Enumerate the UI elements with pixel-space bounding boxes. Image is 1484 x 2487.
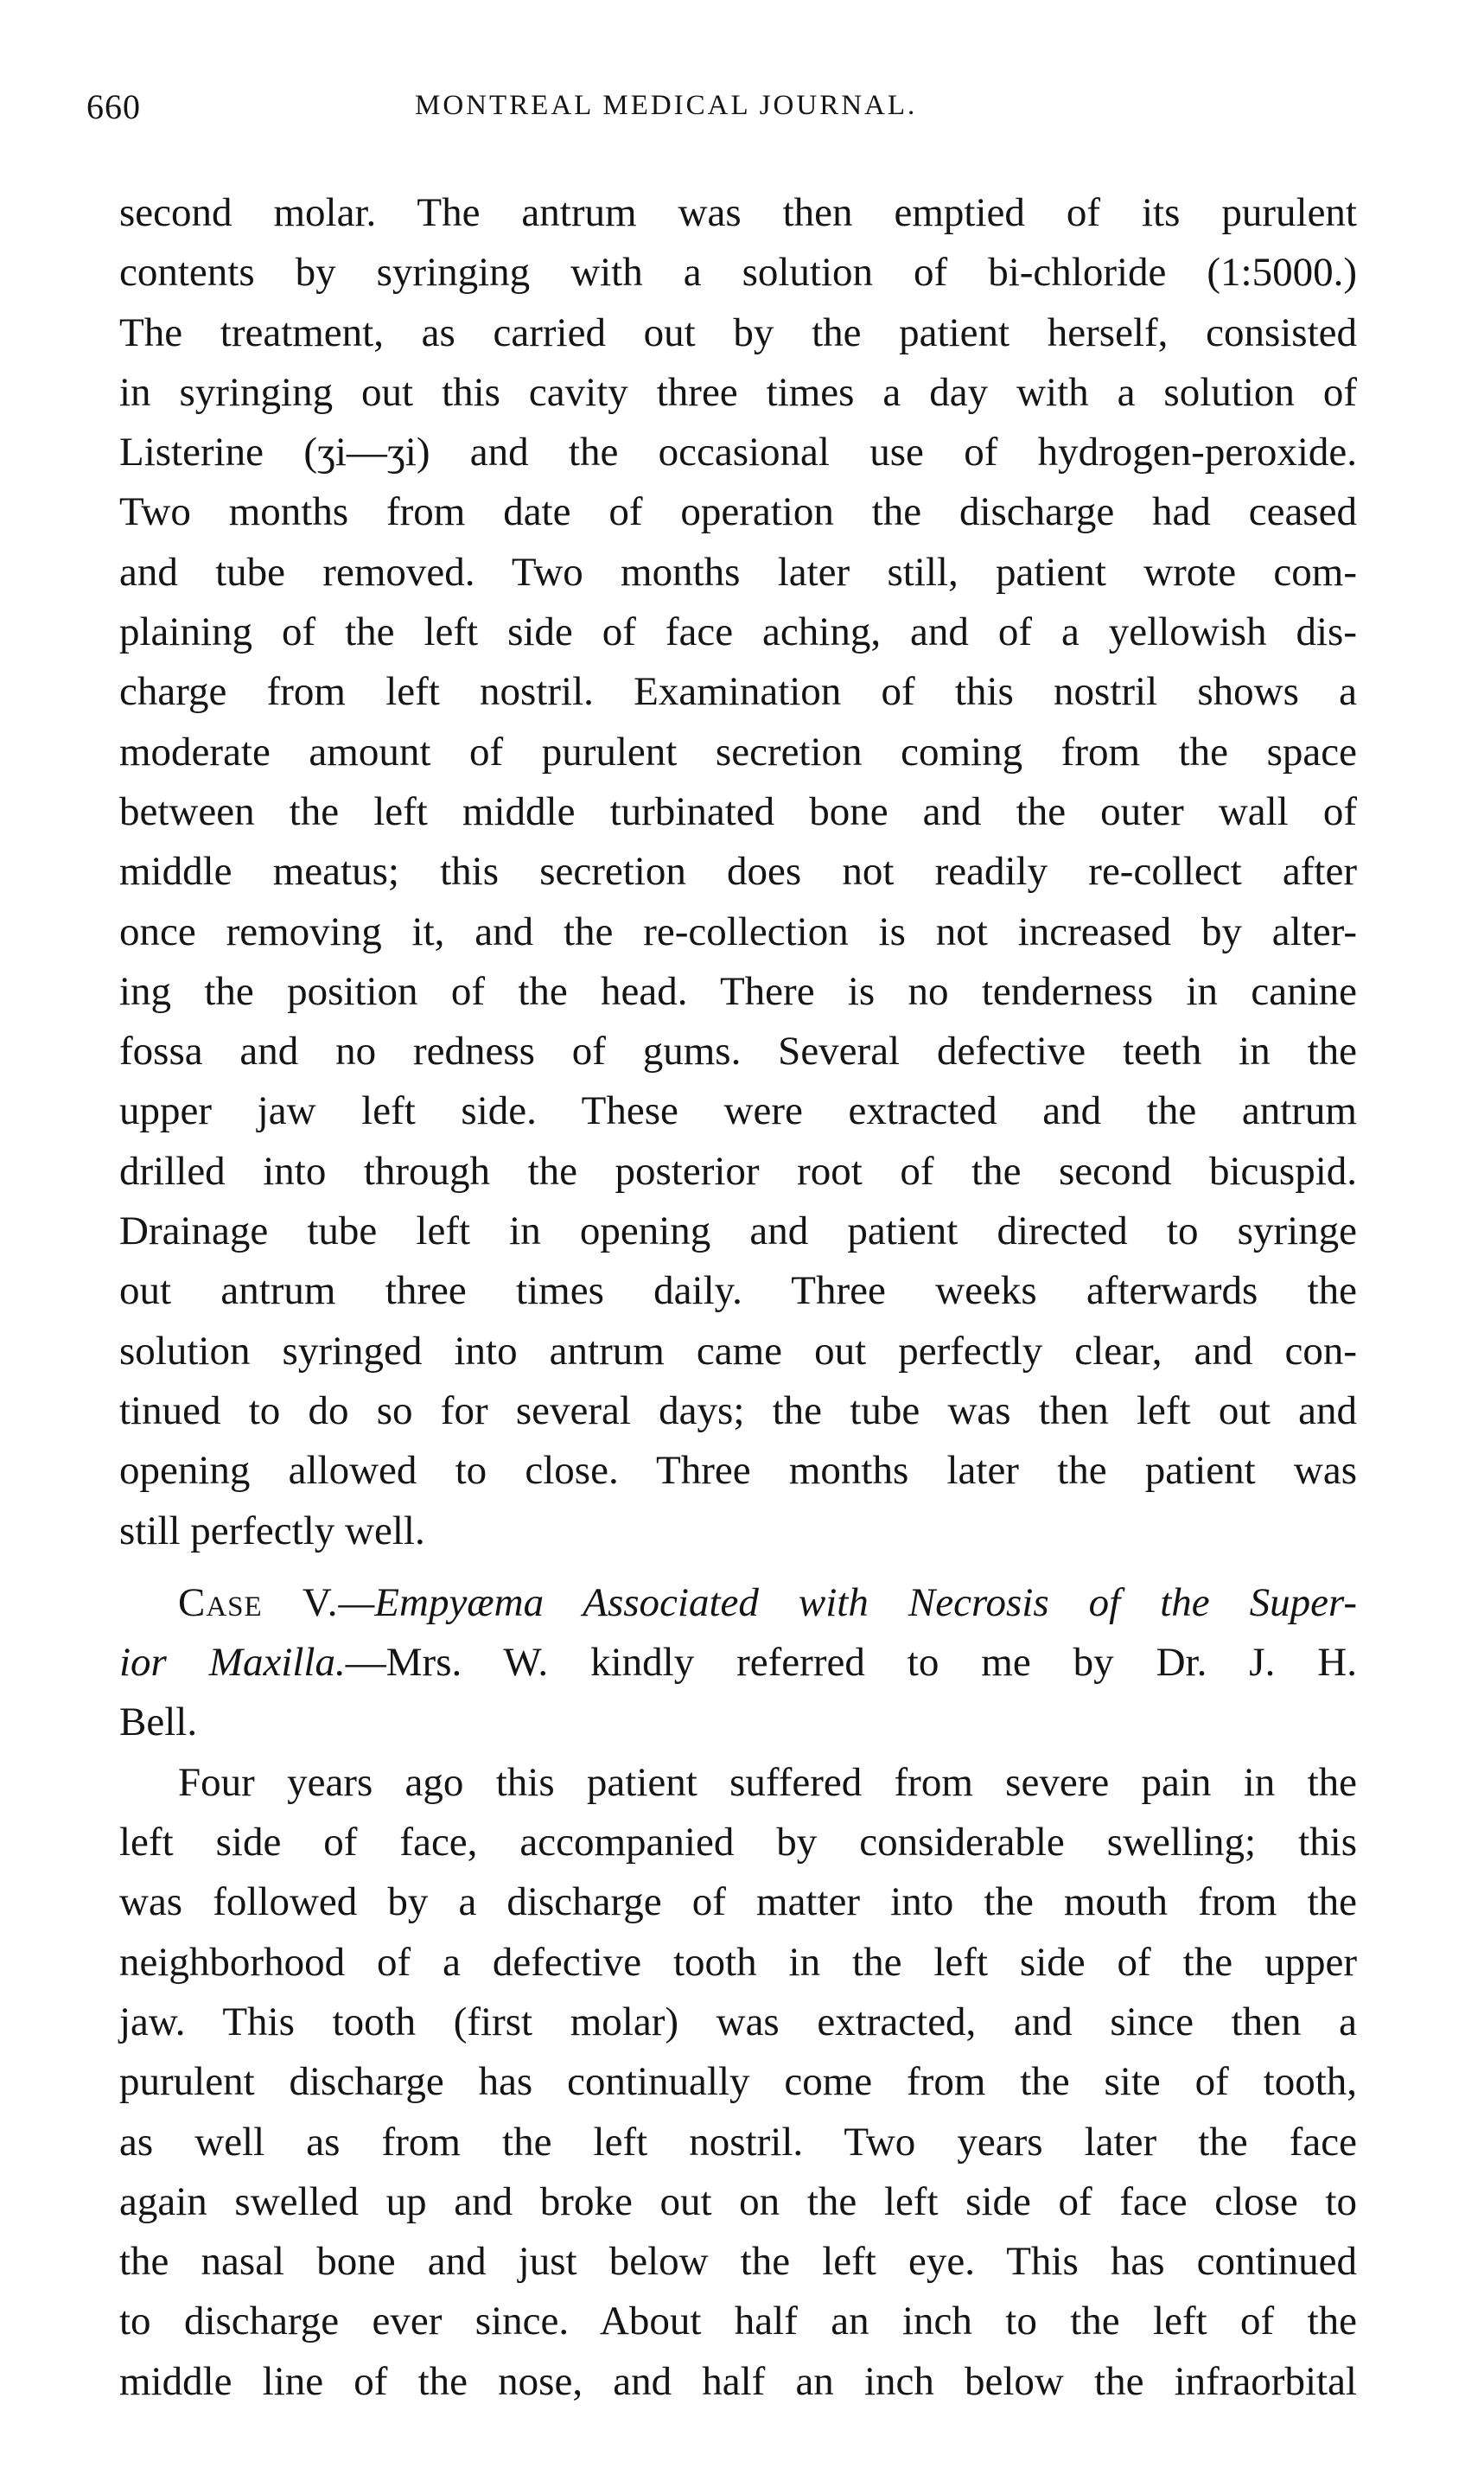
text-line: second molar. The antrum was then emptied of its purulent <box>119 190 1357 235</box>
paragraph-treatment <box>119 183 1357 1561</box>
text-line: Listerine (ʒi—ʒi) and the occasional use of hydrogen-peroxide. <box>119 430 1357 475</box>
body-text <box>119 183 1357 2412</box>
case-heading-line: Bell. <box>119 1699 198 1745</box>
case-heading-line <box>119 1633 1357 1693</box>
text-line: The treatment, as carried out by the patient herself, consisted <box>119 309 1357 355</box>
case-referral: —Mrs. W. kindly referred to me by Dr. J. H. <box>345 1640 1357 1686</box>
paragraph-history <box>119 1753 1357 2412</box>
text-line: tinued to do so for several days; the tube was then left out and <box>119 1387 1357 1433</box>
text-line: fossa and no redness of gums. Several defective teeth in the <box>119 1029 1357 1075</box>
text-line: opening allowed to close. Three months later the patient was <box>119 1448 1357 1494</box>
text-line: contents by syringing with a solution of bi-chloride (1:5000.) <box>119 250 1357 296</box>
text-line: ing the position of the head. There is no tenderness in canine <box>119 968 1357 1014</box>
text-line: between the left middle turbinated bone and the outer wall of <box>119 788 1357 834</box>
text-line: was followed by a discharge of matter into the mouth from the <box>119 1879 1357 1925</box>
case-heading-line <box>119 1573 1357 1633</box>
text-line: plaining of the left side of face aching, and of a yellowish dis- <box>119 609 1357 655</box>
text-line: as well as from the left nostril. Two years later the face <box>119 2119 1357 2165</box>
text-line: charge from left nostril. Examination of this nostril shows a <box>119 669 1357 715</box>
text-line: again swelled up and broke out on the left side of face close to <box>119 2178 1357 2224</box>
text-line: jaw. This tooth (first molar) was extracted, and since then a <box>119 1999 1357 2044</box>
text-line: middle line of the nose, and half an inch below the infraorbital <box>119 2358 1357 2404</box>
case-title: —Empyæma Associated with Necrosis of the Super- <box>338 1579 1357 1625</box>
text-line: and tube removed. Two months later still, patient wrote com- <box>119 549 1357 595</box>
case-number: Case V. <box>178 1579 339 1625</box>
text-line: Four years ago this patient suffered from severe pain in the <box>178 1759 1357 1805</box>
journal-title: MONTREAL MEDICAL JOURNAL. <box>415 90 918 121</box>
text-line: purulent discharge has continually come from the site of tooth, <box>119 2059 1357 2105</box>
paragraph-gap <box>119 1561 1357 1573</box>
case-heading <box>119 1573 1357 1753</box>
text-line: middle meatus; this secretion does not readily re-collect after <box>119 849 1357 895</box>
text-line: neighborhood of a defective tooth in the left side of the upper <box>119 1939 1357 1985</box>
text-line: once removing it, and the re-collection is not increased by alter- <box>119 909 1357 954</box>
text-line: left side of face, accompanied by considerable swelling; this <box>119 1820 1357 1865</box>
text-line: solution syringed into antrum came out perfectly clear, and con- <box>119 1328 1357 1374</box>
text-line: Two months from date of operation the discharge had ceased <box>119 489 1357 535</box>
text-line: drilled into through the posterior root of the second bicuspid. <box>119 1148 1357 1194</box>
text-line: Drainage tube left in opening and patient directed to syringe <box>119 1208 1357 1254</box>
text-line: to discharge ever since. About half an inch to the left of the <box>119 2299 1357 2344</box>
text-line: in syringing out this cavity three times a day with a solution of <box>119 369 1357 415</box>
text-line: still perfectly well. <box>119 1508 425 1553</box>
text-line: out antrum three times daily. Three weeks afterwards the <box>119 1268 1357 1314</box>
case-title-continued: ior Maxilla. <box>119 1640 346 1686</box>
text-line: moderate amount of purulent secretion coming from the space <box>119 729 1357 775</box>
running-head <box>86 86 1366 138</box>
text-line: upper jaw left side. These were extracted and the antrum <box>119 1088 1357 1134</box>
page-number: 660 <box>86 87 141 126</box>
text-line: the nasal bone and just below the left eye. This has continued <box>119 2239 1357 2285</box>
